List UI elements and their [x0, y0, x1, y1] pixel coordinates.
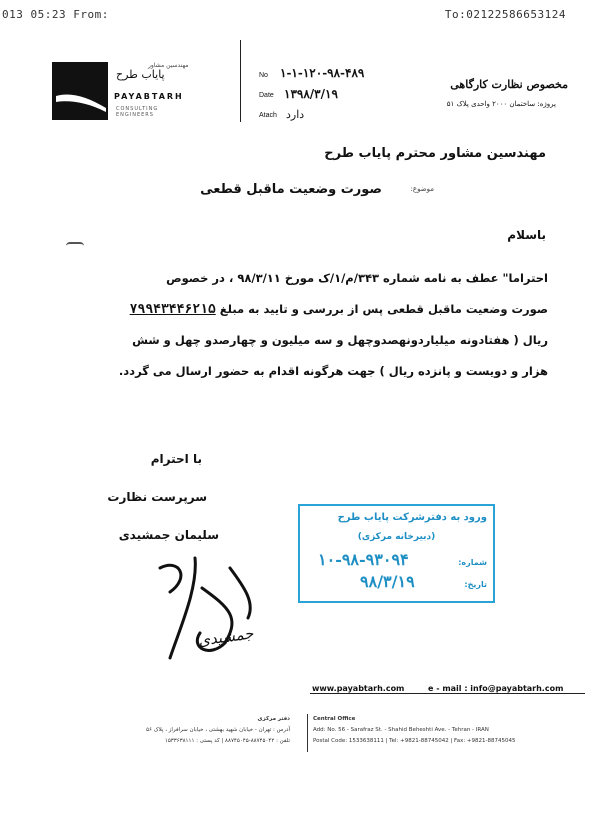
footer-divider — [307, 714, 308, 752]
attachment-value: دارد — [286, 108, 305, 121]
number-value: ۱-۱-۱۲۰-۹۸-۴۸۹ — [280, 66, 365, 80]
stamp-date-value: ۹۸/۳/۱۹ — [360, 572, 415, 591]
closing-text: با احترام — [150, 452, 202, 466]
handwritten-signature-text: جمشیدی — [197, 624, 255, 650]
letter-body — [78, 263, 548, 386]
body-line-2 — [78, 294, 548, 326]
stamp-title: ورود به دفترشرکت پایاب طرح — [337, 512, 487, 523]
letter-recipient: مهندسین مشاور محترم پایاب طرح — [324, 146, 546, 161]
footer-office-title-fa: دفتر مرکزی — [257, 716, 290, 722]
signer-title: سرپرست نظارت — [107, 490, 207, 504]
footer-website: www.payabtarh.com — [312, 684, 405, 693]
stamp-date-label: تاریخ: — [464, 580, 487, 589]
date-value: ۱۳۹۸/۳/۱۹ — [284, 87, 338, 101]
punch-mark — [66, 242, 84, 250]
attachment-label: Atach — [259, 112, 277, 119]
body-line-4: هزار و دویست و پانزده ریال ) جهت هرگونه اقدام به حضور ارسال می گردد. — [118, 363, 548, 378]
signer-name: سلیمان جمشیدی — [118, 528, 219, 542]
footer-address-fa: آدرس : تهران - خیابان شهید بهشتی ، خیابان سرافراز ، پلاک ۵۶ — [146, 727, 290, 733]
amount-value: ۷۹۹۴۳۴۴۶۲۱۵ — [129, 301, 216, 317]
logo-mark-icon — [52, 62, 108, 120]
letter-subject: صورت وضعیت ماقبل قطعی — [200, 182, 382, 197]
letterhead-divider — [240, 40, 241, 122]
classification-title: مخصوص نظارت کارگاهی — [450, 78, 568, 91]
number-label: No — [259, 72, 268, 79]
subject-label: موضوع: — [410, 185, 434, 193]
footer-address-en: Add: No. 56 - Sarafraz St. - Shahid Beheshti Ave. - Tehran - IRAN — [313, 727, 489, 733]
footer-rule — [310, 693, 585, 694]
letter-greeting: باسلام — [507, 228, 546, 242]
date-label: Date — [259, 92, 274, 99]
fax-header-left: 013 05:23 From: — [2, 8, 109, 21]
logo-tagline: CONSULTING ENGINEERS — [116, 106, 159, 118]
stamp-subtitle: (دبیرخانه مرکزی) — [357, 532, 436, 542]
footer-email: e - mail : info@payabtarh.com — [428, 684, 564, 693]
fax-header-right: To:02122586653124 — [444, 8, 566, 21]
footer-office-title-en: Central Office — [313, 716, 356, 722]
footer-contact-fa: تلفن : ۸۸۷۴۵۰۴۲-۸۸۷۴۵۰۴۵ | کد پستی : ۱۵۳۳۶۳۸۱۱۱ — [164, 738, 290, 744]
registration-stamp — [298, 504, 495, 603]
logo-name-en: PAYABTARH — [114, 92, 184, 101]
body-line-2-text: صورت وضعیت ماقبل قطعی پس از بررسی و تایید به مبلغ — [219, 301, 548, 316]
body-line-1: احتراما" عطف به نامه شماره ۳۴۳/م/۱/ک مورخ ۹۸/۳/۱۱ ، در خصوص — [166, 271, 548, 285]
company-logo — [52, 62, 190, 122]
stamp-number-label: شماره: — [458, 558, 487, 567]
stamp-number-value: ۱۰-۹۸-۹۳۰۹۴ — [318, 550, 409, 569]
logo-name-fa: پایاب طرح — [116, 68, 165, 81]
handwritten-signature-icon — [140, 548, 280, 678]
logo-subtitle-fa: مهندسین مشاور — [148, 62, 189, 69]
classification-project: پروژه: ساختمان ۲۰۰۰ واحدی پلاک ۵۱ — [446, 100, 556, 108]
footer-contact-en: Postal Code: 1533638111 | Tel: +9821-88745042 | Fax: +9821-88745045 — [313, 738, 516, 744]
body-line-3: ریال ( هفتادونه میلیاردونهصدوچهل و سه میلیون و چهارصدو چهل و شش — [132, 333, 548, 347]
